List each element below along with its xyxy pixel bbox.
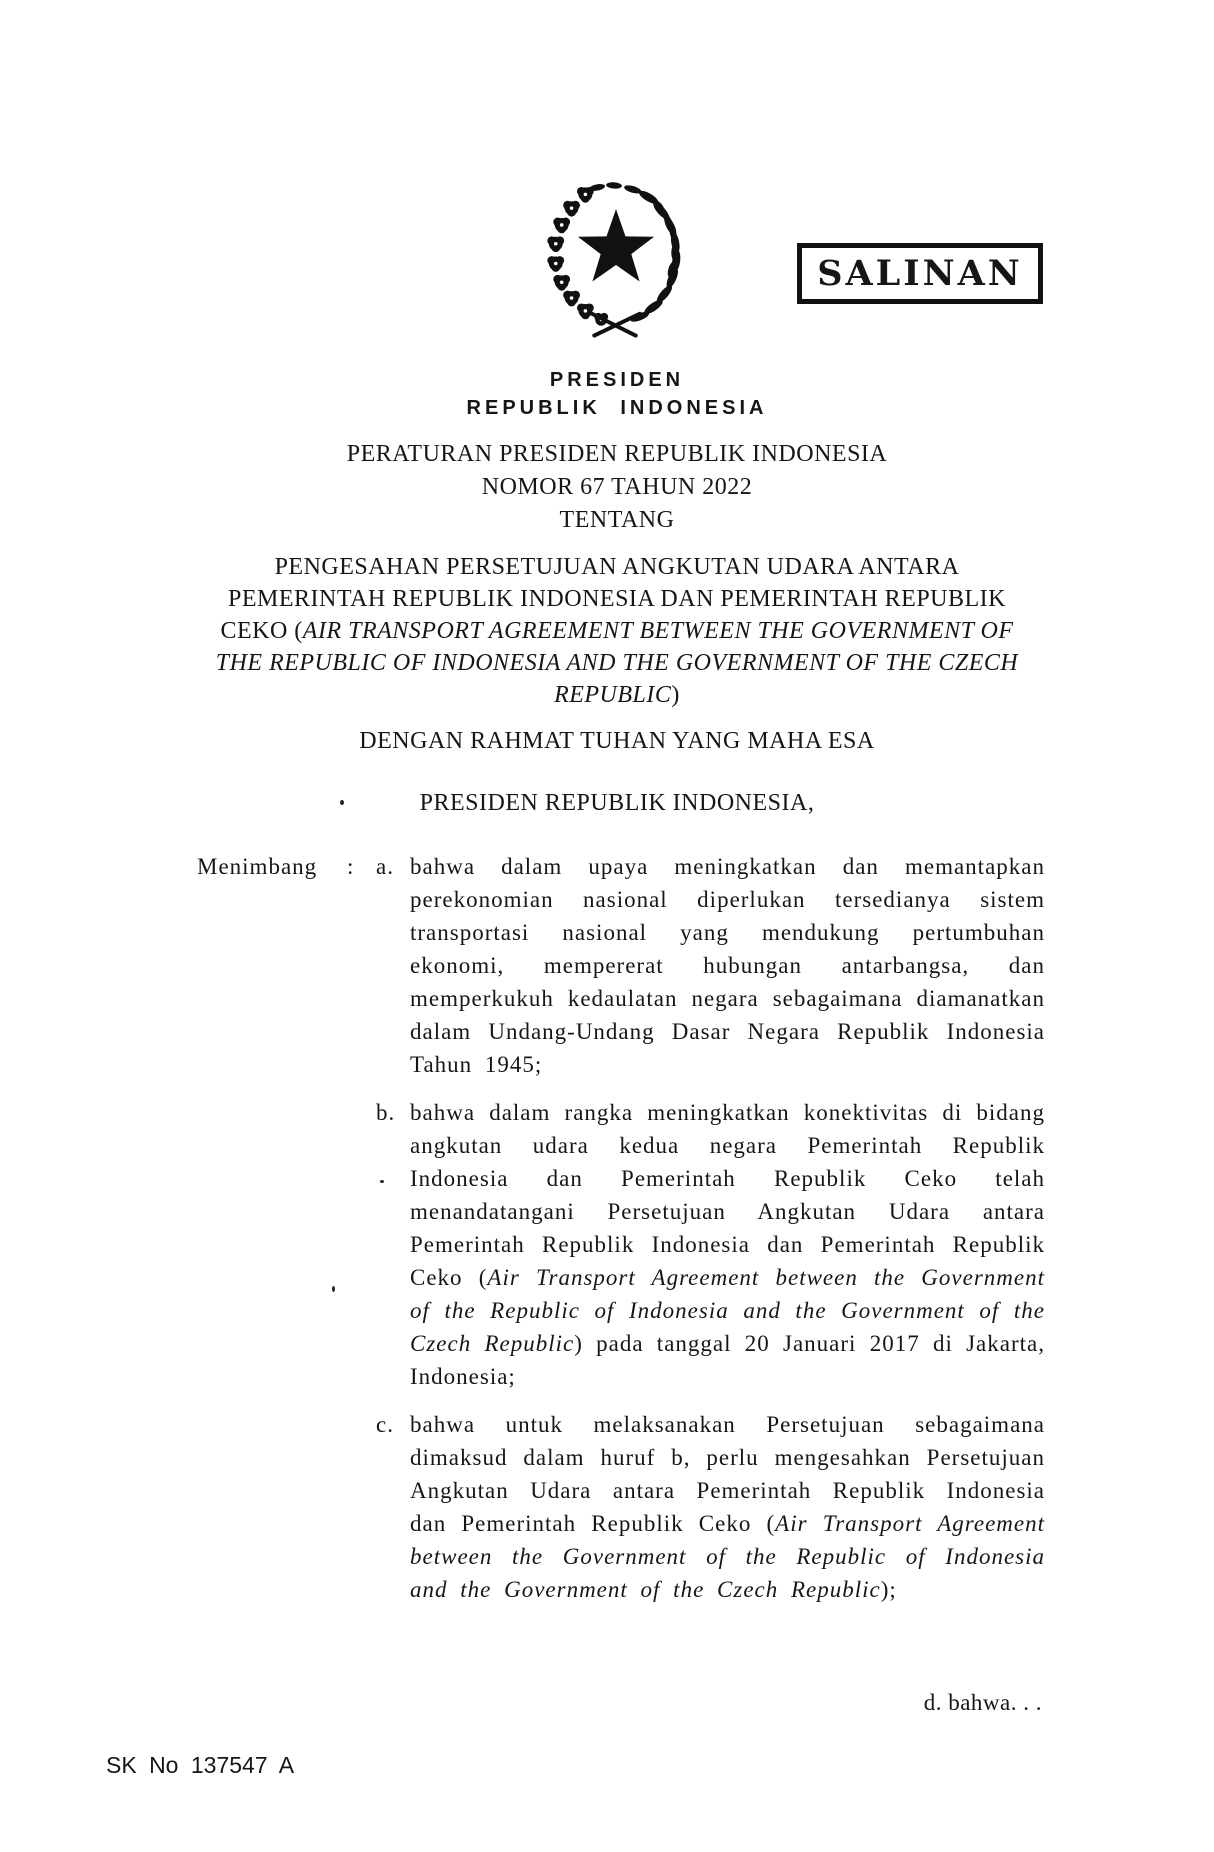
considering-item-a: [197, 850, 1045, 1081]
item-text: bahwa dalam rangka meningkatkan konektivitas di bidang angkutan udara kedua negara Pemerintah Republik Indonesia dan Pemerintah Republik Ceko telah menandatangani Persetujuan Angkutan Udara antara Pemerintah Republik Indonesia dan Pemerintah Republik Ceko (Air Transport Agreement between the Government of the Republic of Indonesia and the Government of the Czech Republic) pada tanggal 20 Januari 2017 di Jakarta, Indonesia;: [410, 1100, 1045, 1389]
item-letter: b.: [376, 1100, 396, 1125]
sk-number: SK No 137547 A: [106, 1752, 295, 1778]
regulation-subject: PENGESAHAN PERSETUJUAN ANGKUTAN UDARA ANTARA PEMERINTAH REPUBLIK INDONESIA DAN PEMERINTAH REPUBLIK CEKO (AIR TRANSPORT AGREEMENT BETWEEN THE GOVERNMENT OF THE REPUBLIC OF INDONESIA AND THE GOVERNMENT OF THE CZECH REPUBLIC): [215, 554, 1019, 708]
scan-artifact-dot: [380, 1180, 384, 1183]
scan-artifact-dot: [332, 1286, 335, 1292]
item-letter: a.: [376, 854, 394, 879]
item-text: bahwa untuk melaksanakan Persetujuan sebagaimana dimaksud dalam huruf b, perlu mengesahkan Persetujuan Angkutan Udara antara Pemerintah Republik Indonesia dan Pemerintah Republik Ceko (Air Transport Agreement between the Government of the Republic of Indonesia and the Government of the Czech Republic);: [410, 1412, 1045, 1602]
salinan-stamp: [797, 243, 1043, 304]
item-text: bahwa dalam upaya meningkatkan dan memantapkan perekonomian nasional diperlukan tersedianya sistem transportasi nasional yang mendukung pertumbuhan ekonomi, mempererat hubungan antarbangsa, dan memperkukuh kedaulatan negara sebagaimana diamanatkan dalam Undang-Undang Dasar Negara Republik Indonesia Tahun 1945;: [410, 854, 1045, 1077]
title-line-peraturan: PERATURAN PRESIDEN REPUBLIK INDONESIA: [346, 441, 888, 467]
letterhead-presiden: PRESIDEN: [549, 369, 685, 391]
considering-label: Menimbang: [197, 854, 318, 879]
title-line-nomor: NOMOR 67 TAHUN 2022: [481, 474, 753, 500]
star-wreath-emblem-icon: [537, 168, 695, 354]
considering-item-b: [197, 1096, 1045, 1393]
enacting-authority: PRESIDEN REPUBLIK INDONESIA,: [419, 790, 815, 816]
considering-colon: :: [347, 854, 355, 879]
catchword: d. bahwa. . .: [923, 1690, 1042, 1715]
considering-item-c: [197, 1408, 1045, 1606]
scan-artifact-dot: [340, 800, 344, 805]
salinan-stamp-label: SALINAN: [817, 253, 1023, 294]
regulation-heading: [202, 438, 1032, 711]
considering-block: [197, 850, 1045, 1621]
wreath-left: [547, 187, 608, 326]
invocation: DENGAN RAHMAT TUHAN YANG MAHA ESA: [359, 728, 875, 754]
letterhead: [20, 366, 1214, 422]
title-line-tentang: TENTANG: [559, 507, 675, 533]
letterhead-republik-indonesia: REPUBLIK INDONESIA: [466, 397, 768, 419]
item-letter: c.: [376, 1412, 394, 1437]
